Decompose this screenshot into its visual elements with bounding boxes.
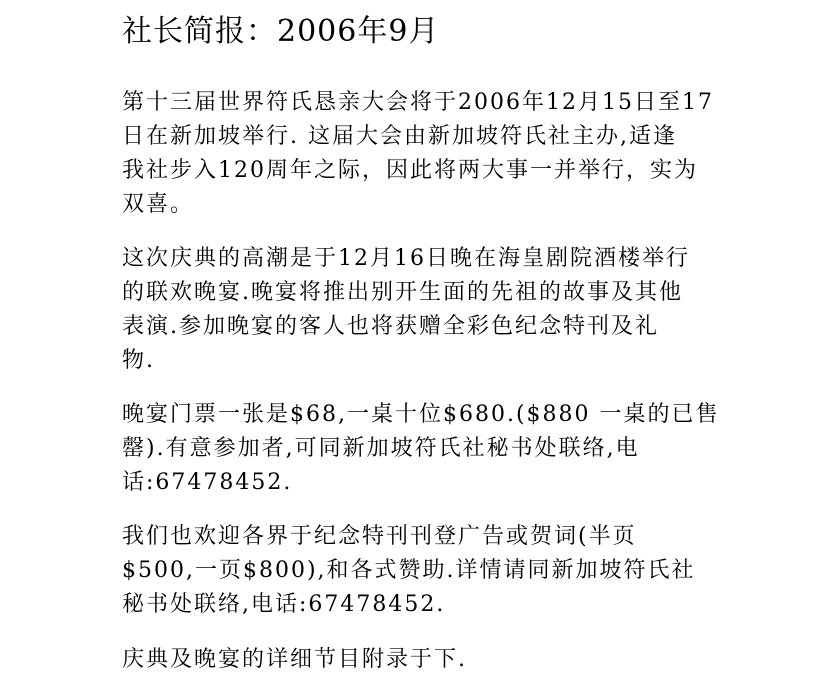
paragraph-banquet-highlight <box>122 242 690 378</box>
paragraph-line: 第十三届世界符氏恳亲大会将于2006年12月15日至17 <box>122 90 714 115</box>
paragraph-program-note <box>122 643 467 677</box>
paragraph-line: 话:67478452. <box>122 470 293 495</box>
newsletter-document <box>122 0 720 672</box>
paragraph-line: 表演.参加晚宴的客人也将获赠全彩色纪念特刊及礼 <box>122 314 659 339</box>
paragraph-advertising-sponsorship <box>122 520 696 622</box>
paragraph-ticket-info <box>122 398 720 500</box>
paragraph-line: 这次庆典的高潮是于12月16日晚在海皇剧院酒楼举行 <box>122 246 690 271</box>
paragraph-line: 的联欢晚宴.晚宴将推出别开生面的先祖的故事及其他 <box>122 280 683 305</box>
paragraph-line: 罄).有意参加者,可同新加坡符氏社秘书处联络,电 <box>122 436 640 461</box>
paragraph-line: $500,一页$800),和各式赞助.详情请同新加坡符氏社 <box>122 558 696 583</box>
paragraph-line: 日在新加坡举行. 这届大会由新加坡符氏社主办,适逢 <box>122 124 677 149</box>
paragraph-line: 我社步入120周年之际，因此将两大事一并举行，实为 <box>122 158 698 183</box>
page-title: 社长简报：2006年9月 <box>122 14 440 49</box>
paragraph-congress-announcement <box>122 86 714 222</box>
paragraph-line: 物. <box>122 348 155 373</box>
paragraph-line: 双喜。 <box>122 192 195 217</box>
paragraph-line: 秘书处联络,电话:67478452. <box>122 592 446 617</box>
paragraph-line: 晚宴门票一张是$68,一桌十位$680.($880 一桌的已售 <box>122 402 720 427</box>
paragraph-line: 我们也欢迎各界于纪念特刊刊登广告或贺词(半页 <box>122 524 637 549</box>
paragraph-line: 庆典及晚宴的详细节目附录于下. <box>122 647 467 672</box>
